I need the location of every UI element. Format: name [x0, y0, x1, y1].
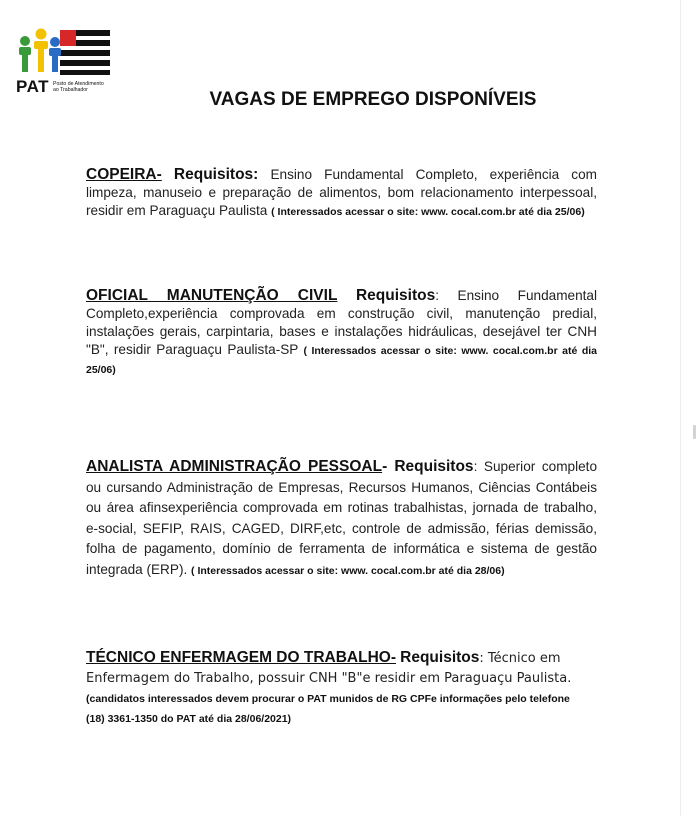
logo-figures-icon	[19, 29, 61, 73]
job-title: TÉCNICO ENFERMAGEM DO TRABALHO-	[86, 649, 396, 666]
job-note: ( Interessados acessar o site: www. cocal.com.br até dia 28/06)	[191, 564, 505, 577]
scroll-mark	[693, 425, 696, 439]
requirements-label: Requisitos:	[173, 166, 259, 183]
job-requirements: Ensino Fundamental Completo, experiência com limpeza, manuseio e preparação de alimentos, bom relacionamento interpessoal, residir em Paraguaçu Paulista	[86, 167, 597, 218]
logo-name: PAT	[16, 77, 49, 96]
job-title: COPEIRA-	[86, 166, 162, 183]
job-oficial-manutencao	[86, 287, 597, 379]
job-note: ( Interessados acessar o site: www. cocal.com.br até dia 25/06)	[271, 206, 585, 218]
job-analista-administracao	[86, 457, 597, 581]
requirements-label: Requisitos	[355, 287, 436, 304]
requirements-label: Requisitos	[400, 649, 480, 666]
job-requirements: : Técnico em Enfermagem do Trabalho, possuir CNH "B"e residir em Paraguaçu Paulista.	[86, 651, 572, 686]
requirements-label: - Requisitos	[382, 458, 474, 475]
job-requirements: : Ensino Fundamental Completo,experiência comprovada em construção civil, manutenção predial, instalações gerais, carpintaria, bases e instalações hidráulicas, desejável ter CNH "B", residir Paraguaçu Paulista-SP	[86, 288, 598, 357]
job-title: ANALISTA ADMINISTRAÇÃO PESSOAL	[86, 458, 383, 475]
page-edge-line	[680, 0, 681, 816]
logo-red-square	[60, 30, 76, 46]
job-note: (candidatos interessados devem procurar o PAT munidos de RG CPFe informações pelo telefone (18) 3361-1350 do PAT até dia 28/06/2021)	[86, 693, 570, 725]
job-requirements: : Superior completo ou cursando Administração de Empresas, Recursos Humanos, Ciências Contábeis ou área afinsexperiência comprovada em rotinas trabalhistas, jornada de trabalho, e-social, SEFIP, RAIS, CAGED, DIRF,etc, controle de admissão, férias demissão, folha de pagamento, domínio de ferramenta de informática e sistema de gestão integrada (ERP).	[86, 459, 598, 577]
job-copeira	[86, 166, 597, 221]
page-title: VAGAS DE EMPREGO DISPONÍVEIS	[209, 89, 537, 110]
logo-subtitle: Posto de Atendimento ao Trabalhador	[52, 80, 104, 93]
job-note: ( Interessados acessar o site: www. cocal.com.br até dia 25/06)	[86, 345, 597, 376]
job-title: OFICIAL MANUTENÇÃO CIVIL	[86, 287, 338, 304]
job-tecnico-enfermagem	[86, 648, 591, 729]
